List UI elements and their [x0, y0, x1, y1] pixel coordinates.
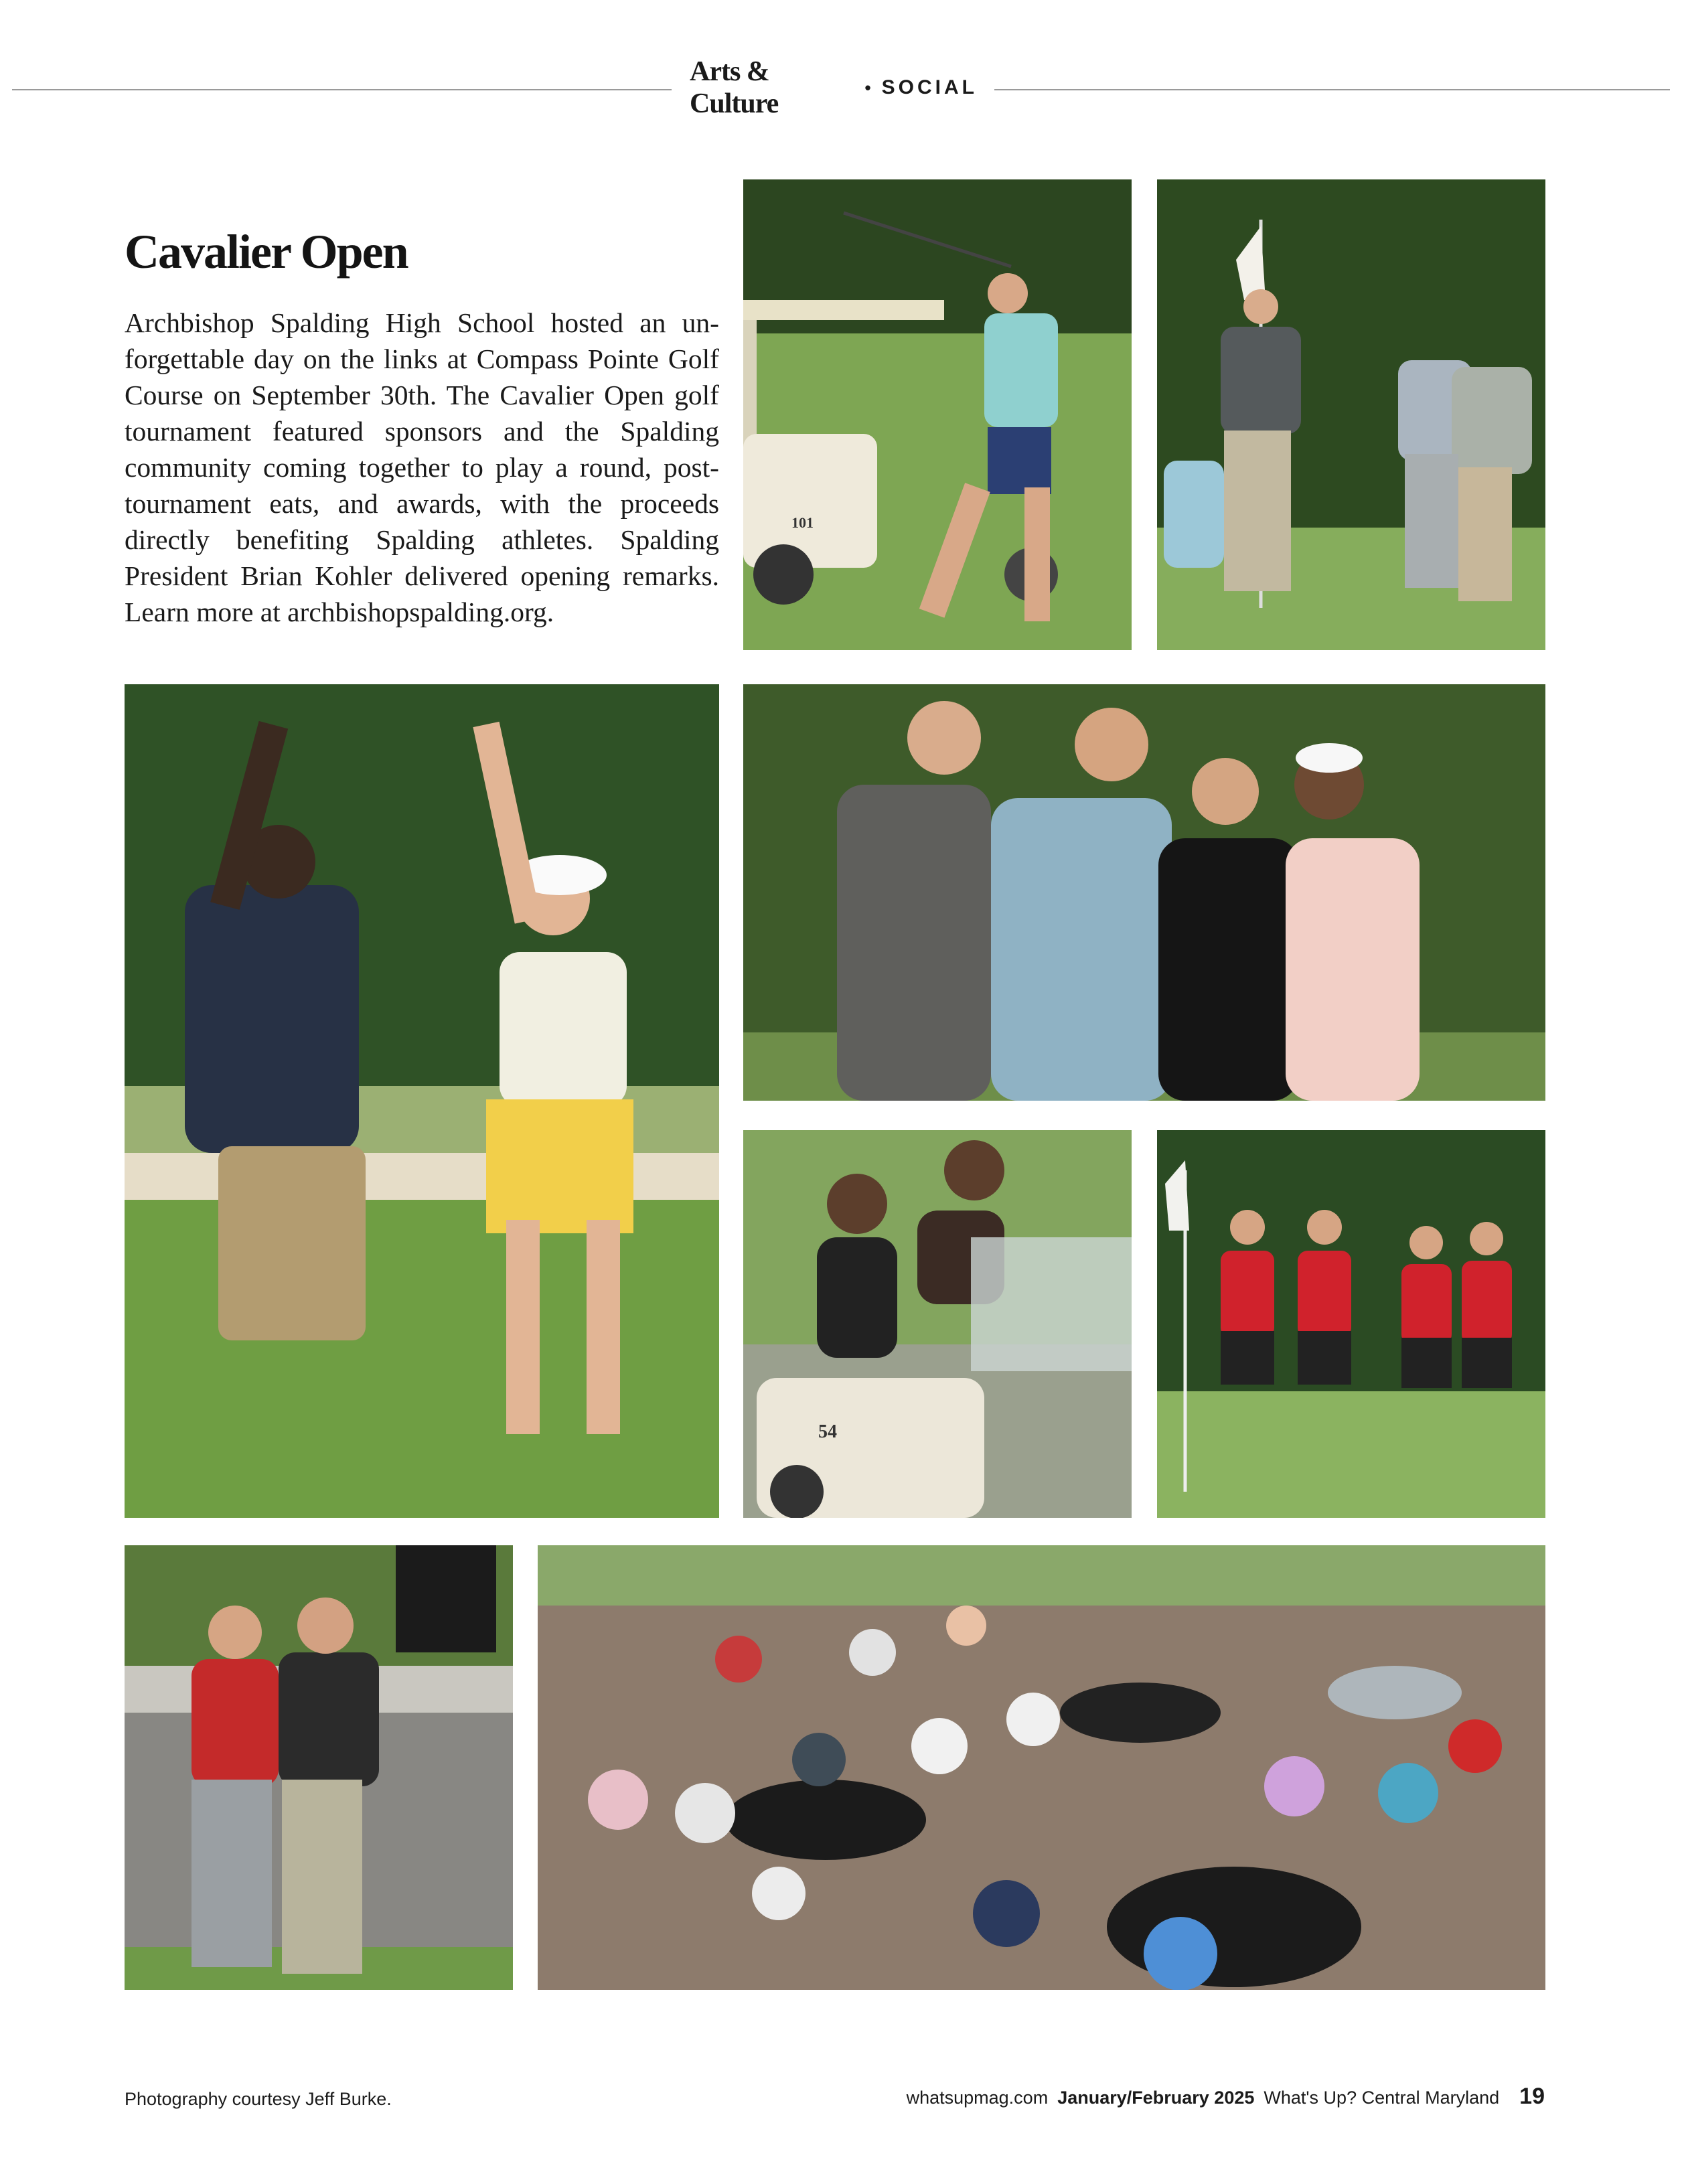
photo-golf-cart-women-art: [743, 1130, 1132, 1518]
header-rule-right: [994, 89, 1670, 90]
page-number: 19: [1519, 2084, 1545, 2109]
photo-speakers-art: [125, 1545, 513, 1990]
photo-dining-tent-art: [538, 1545, 1545, 1990]
photo-golfer-swing-art: [743, 179, 1132, 650]
photo-four-golfers-red-art: [1157, 1130, 1545, 1518]
photo-group-four-art: [743, 684, 1545, 1101]
photo-golf-cart-women: [743, 1130, 1132, 1518]
article-title: Cavalier Open: [125, 225, 408, 279]
photo-putting-green-art: [1157, 179, 1545, 650]
cart-number-54: 54: [818, 1421, 837, 1442]
footer-website[interactable]: whatsupmag.com: [906, 2088, 1049, 2108]
section-header: [690, 56, 978, 119]
section-name: Arts & Culture: [690, 56, 779, 119]
article-body: Archbishop Spalding High School hosted an unforgettable day on the links at Compass Pointe Golf Course on September 30th. The Cavalier Open golf tournament featured sponsors and the Spalding community coming together to play a round, post-tournament eats, and awards, with the proceeds directly benefiting Spalding athletes. Spalding President Brian Kohler delivered opening remarks. Learn more at archbishopspalding.org.: [125, 307, 719, 627]
section-subsection: SOCIAL: [881, 76, 978, 98]
footer-issue-date: January/February 2025: [1057, 2088, 1255, 2108]
photo-golfer-swing: [743, 179, 1132, 650]
header-rule-left: [12, 89, 672, 90]
photo-high-five: [125, 684, 719, 1518]
cart-number-101: 101: [791, 514, 814, 531]
photo-dining-tent: [538, 1545, 1545, 1990]
photo-high-five-art: [125, 684, 719, 1518]
footer-magazine-name: What's Up? Central Maryland: [1264, 2088, 1500, 2108]
photo-group-four: [743, 684, 1545, 1101]
photo-credit: Photography courtesy Jeff Burke.: [125, 2089, 392, 2109]
photo-four-golfers-red: [1157, 1130, 1545, 1518]
photo-speakers: [125, 1545, 513, 1990]
photo-putting-green: [1157, 179, 1545, 650]
page-footer: [907, 2084, 1545, 2110]
section-separator: •: [864, 77, 871, 98]
